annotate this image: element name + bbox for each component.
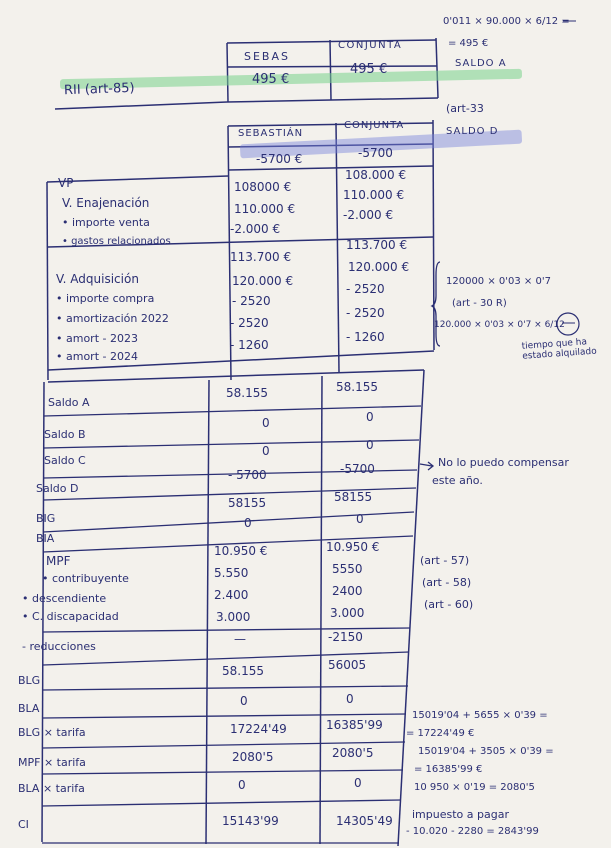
ci-conjunta: 14305'49: [336, 814, 393, 828]
art-58-ref: (art - 58): [422, 576, 472, 589]
saldo-b-row-label: Saldo B: [44, 428, 86, 441]
art-33-ref: (art-33: [446, 102, 484, 115]
mpf-sebastian-2: 2.400: [214, 588, 249, 602]
header-conjunta-b: CONJUNTA: [344, 120, 405, 131]
calc-note-5: 10 950 × 0'19 = 2080'5: [414, 782, 535, 793]
mpf-sub2-label: • descendiente: [22, 592, 107, 605]
header-conjunta: CONJUNTA: [338, 40, 403, 51]
saldo-a-label: SALDO A: [455, 58, 507, 69]
amort-2023-label: • amort - 2023: [56, 332, 138, 345]
saldo-d-sebastian: - 5700: [228, 468, 267, 482]
bla-sebastian: 0: [240, 694, 248, 708]
bia-row-label: BIA: [36, 532, 55, 545]
adquisicion-conjunta: 113.700 €: [346, 238, 408, 252]
mpf-conjunta-2: 2400: [332, 584, 363, 598]
amort-2024-label: • amort - 2024: [56, 350, 138, 363]
importe-compra-conjunta: 120.000 €: [348, 260, 410, 274]
saldo-c-conjunta: 0: [366, 438, 374, 452]
big-conjunta: 0: [356, 512, 364, 526]
mpf-sebastian-0: 10.950 €: [214, 544, 268, 558]
saldo-d-conjunta: -5700: [340, 462, 375, 476]
big-row-label: BIG: [36, 512, 56, 525]
saldo-d-note-line2: este año.: [432, 474, 483, 487]
art-60-ref: (art - 60): [424, 598, 474, 611]
tiempo-note: tiempo que ha estado alquilado: [521, 337, 598, 362]
reducciones-conjunta: -2150: [328, 630, 363, 644]
gastos-sebastian: -2.000 €: [230, 222, 281, 236]
impuesto-label: impuesto a pagar: [412, 808, 509, 821]
adquisicion-label: V. Adquisición: [56, 272, 139, 286]
mpf-conjunta-0: 10.950 €: [326, 540, 380, 554]
amortizacion-2022-label: • amortización 2022: [56, 312, 169, 325]
blg-tarifa-conjunta: 16385'99: [326, 718, 383, 732]
saldo-c-row-label: Saldo C: [44, 454, 86, 467]
blg-conjunta: 56005: [328, 658, 367, 672]
calc-note-3: 15019'04 + 3505 × 0'39 =: [418, 746, 554, 757]
rii-note-line1: 0'011 × 90.000 × 6/12 =: [443, 16, 570, 27]
saldo-b-conjunta: 0: [366, 410, 374, 424]
header-sebas: SEBAS: [244, 50, 290, 63]
mpf-tarifa-conjunta: 2080'5: [332, 746, 374, 760]
top-sebastian-value: -5700 €: [256, 152, 303, 166]
saldo-a-sebastian: 58.155: [226, 386, 268, 400]
amort-2024-conjunta: - 1260: [346, 330, 385, 344]
saldo-b-sebastian: 0: [262, 416, 270, 430]
mpf-label: MPF: [46, 554, 71, 568]
bla-tarifa-conjunta: 0: [354, 776, 362, 790]
rii-value-sebas: 495 €: [252, 72, 290, 87]
rii-row-label: RII (art-85): [63, 80, 135, 99]
saldo-d-label: SALDO D: [446, 126, 499, 137]
amort-note-line3: 120.000 × 0'03 × 0'7 × 6/12: [434, 320, 565, 330]
gastos-conjunta: -2.000 €: [343, 208, 394, 222]
blg-tarifa-sebastian: 17224'49: [230, 722, 287, 736]
importe-venta-sebastian: 110.000 €: [234, 202, 296, 216]
amort-note-line1: 120000 × 0'03 × 0'7: [446, 276, 551, 287]
blg-row-label: BLG: [18, 674, 41, 687]
blg-sebastian: 58.155: [222, 664, 264, 678]
amortizacion-2022-sebastian: - 2520: [232, 294, 271, 308]
adquisicion-sebastian: 113.700 €: [230, 250, 292, 264]
importe-venta-conjunta: 110.000 €: [343, 188, 405, 202]
reducciones-sebastian: —: [234, 632, 246, 646]
rii-note-line2: = 495 €: [448, 38, 489, 49]
subtotal-sebastian: 58155: [228, 496, 267, 510]
calc-note-4: = 16385'99 €: [414, 764, 483, 775]
ci-row-label: CI: [18, 818, 29, 831]
enajenacion-sebastian: 108000 €: [234, 180, 292, 194]
mpf-tarifa-sebastian: 2080'5: [232, 750, 274, 764]
mpf-sub1-label: • contribuyente: [42, 572, 129, 585]
enajenacion-conjunta: 108.000 €: [345, 168, 407, 182]
top-conjunta-value: -5700: [358, 146, 393, 160]
calc-note-2: = 17224'49 €: [406, 728, 475, 739]
bla-row-label: BLA: [18, 702, 40, 715]
importe-venta-label: • importe venta: [62, 216, 150, 229]
vp-label: VP: [58, 176, 74, 190]
header-sebastian: SEBASTIÁN: [238, 128, 304, 139]
mpf-conjunta-3: 3.000: [330, 606, 365, 620]
gastos-label: • gastos relacionados: [62, 236, 171, 247]
mpf-sub3-label: • C. discapacidad: [22, 610, 119, 623]
subtotal-conjunta: 58155: [334, 490, 373, 504]
reducciones-label: - reducciones: [22, 640, 96, 653]
mpf-sebastian-1: 5.550: [214, 566, 249, 580]
ci-sebastian: 15143'99: [222, 814, 279, 828]
saldo-d-row-label: Saldo D: [36, 482, 79, 495]
bla-conjunta: 0: [346, 692, 354, 706]
saldo-a-row-label: Saldo A: [48, 396, 90, 409]
amortizacion-2022-conjunta: - 2520: [346, 282, 385, 296]
amort-2023-sebastian: - 2520: [230, 316, 269, 330]
impuesto-calc: - 10.020 - 2280 = 2843'99: [406, 826, 539, 837]
mpf-sebastian-3: 3.000: [216, 610, 251, 624]
bla-tarifa-row-label: BLA × tarifa: [18, 782, 85, 795]
blg-tarifa-row-label: BLG × tarifa: [18, 726, 86, 739]
mpf-conjunta-1: 5550: [332, 562, 363, 576]
amort-2023-conjunta: - 2520: [346, 306, 385, 320]
calc-note-1: 15019'04 + 5655 × 0'39 =: [412, 710, 548, 721]
rii-value-conjunta: 495 €: [350, 62, 388, 77]
enajenacion-label: V. Enajenación: [62, 196, 150, 210]
saldo-d-note-line1: No lo puedo compensar: [438, 456, 569, 469]
bla-tarifa-sebastian: 0: [238, 778, 246, 792]
saldo-c-sebastian: 0: [262, 444, 270, 458]
amort-note-line2: (art - 30 R): [452, 298, 507, 309]
saldo-a-conjunta: 58.155: [336, 380, 378, 394]
big-sebastian: 0: [244, 516, 252, 530]
amort-2024-sebastian: - 1260: [230, 338, 269, 352]
importe-compra-sebastian: 120.000 €: [232, 274, 294, 288]
mpf-tarifa-row-label: MPF × tarifa: [18, 756, 86, 769]
importe-compra-label: • importe compra: [56, 292, 155, 305]
art-57-ref: (art - 57): [420, 554, 470, 567]
